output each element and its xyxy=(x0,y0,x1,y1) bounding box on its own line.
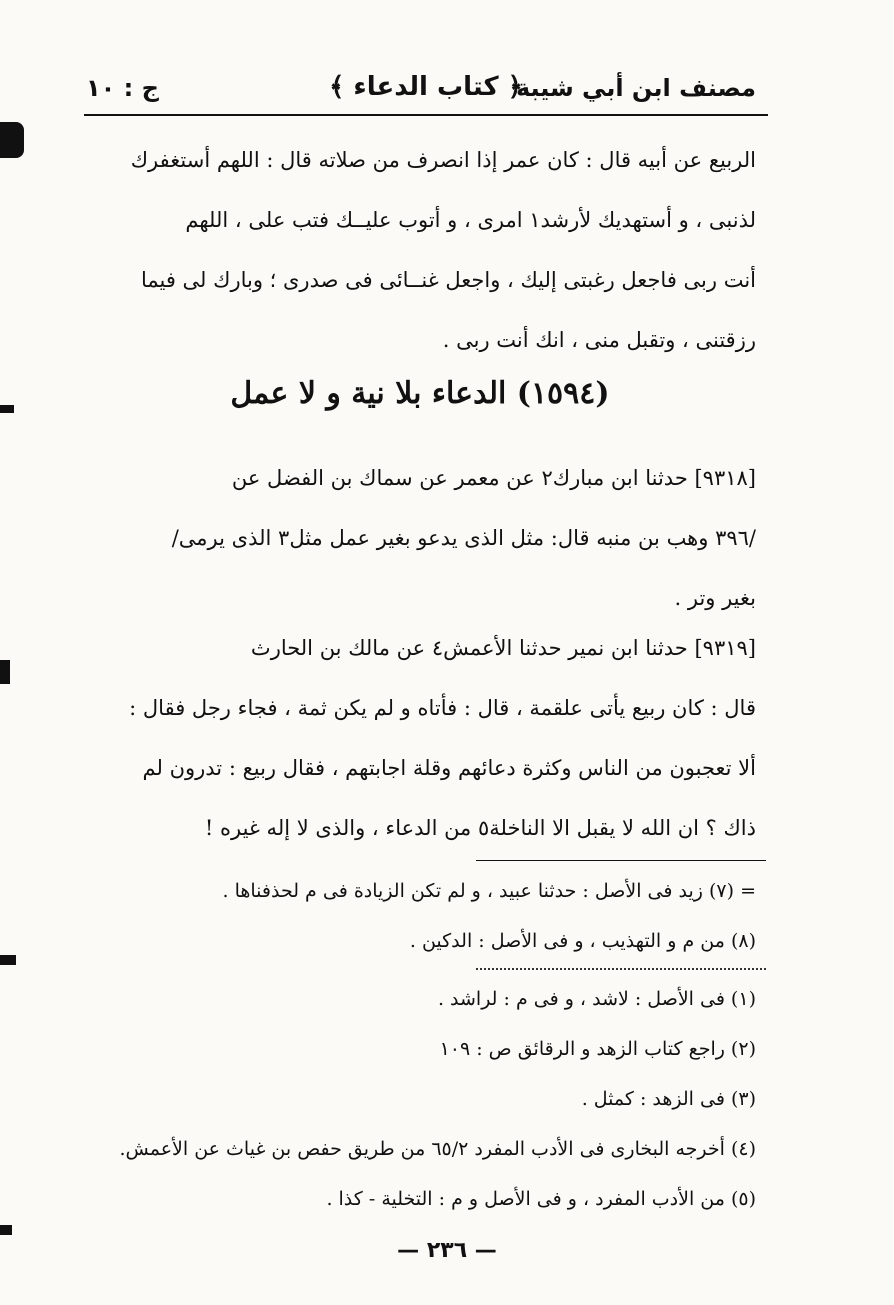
footnote: (٣) فى الزهد : كمثل . xyxy=(581,1088,756,1110)
footnote: (٥) من الأدب المفرد ، و فى الأصل و م : التخلية - كذا . xyxy=(326,1188,756,1210)
volume-number: ج : ١٠ xyxy=(86,74,159,102)
text-line: أنت ربى فاجعل رغبتى إليك ، واجعل غنــائى فى صدرى ؛ وبارك لى فيما xyxy=(140,268,756,292)
text-line: لذنبى ، و أستهديك لأرشد١ امرى ، و أتوب عليــك فتب على ، اللهم xyxy=(185,208,756,232)
footnote: (٨) من م و التهذيب ، و فى الأصل : الدكين . xyxy=(409,930,756,952)
footnote: (١) فى الأصل : لاشد ، و فى م : لراشد . xyxy=(437,988,756,1010)
text-line: قال : كان ربيع يأتى علقمة ، قال : فأتاه و لم يكن ثمة ، فجاء رجل فقال : xyxy=(129,696,756,720)
hadith-9319 xyxy=(84,618,756,858)
text-line: [٩٣١٨] حدثنا ابن مبارك٢ عن معمر عن سماك بن الفضل عن xyxy=(231,466,756,490)
scan-mark xyxy=(0,405,14,413)
scan-mark xyxy=(0,955,16,965)
scan-mark xyxy=(0,1225,12,1235)
scan-mark xyxy=(0,660,10,684)
footnote-separator xyxy=(476,860,766,861)
footnotes xyxy=(84,974,756,1224)
chapter-heading: (١٥٩٤) الدعاء بلا نية و لا عمل xyxy=(230,376,610,411)
hadith-9318 xyxy=(84,448,756,628)
running-header xyxy=(86,62,766,114)
page-number: — ٢٣٦ — xyxy=(397,1238,497,1263)
text-line: /٣٩٦ وهب بن منبه قال: مثل الذى يدعو بغير عمل مثل٣ الذى يرمى/ xyxy=(171,526,756,550)
section-title: ﴿ كتاب الدعاء ﴾ xyxy=(329,72,523,102)
footnote-wavy-separator xyxy=(476,968,766,970)
scan-mark xyxy=(0,122,24,158)
footnote: (٢) راجع كتاب الزهد و الرقائق ص : ١٠٩ xyxy=(439,1038,756,1060)
footnote: = (٧) زيد فى الأصل : حدثنا عبيد ، و لم تكن الزيادة فى م لحذفناها . xyxy=(222,880,756,902)
text-line: ذاك ؟ ان الله لا يقبل الا الناخلة٥ من الدعاء ، والذى لا إله غيره ! xyxy=(204,816,756,840)
header-rule xyxy=(84,114,768,116)
text-line: بغير وتر . xyxy=(674,586,756,610)
previous-page-footnotes xyxy=(84,866,756,966)
text-line: ألا تعجبون من الناس وكثرة دعائهم وقلة اجابتهم ، فقال ربيع : تدرون لم xyxy=(142,756,756,780)
book-title: مصنف ابن أبي شيبة xyxy=(515,74,756,102)
footnote: (٤) أخرجه البخارى فى الأدب المفرد ٦٥/٢ من طريق حفص بن غياث عن الأعمش. xyxy=(119,1138,756,1160)
text-line: [٩٣١٩] حدثنا ابن نمير حدثنا الأعمش٤ عن مالك بن الحارث xyxy=(250,636,756,660)
text-line: رزقتنى ، وتقبل منى ، انك أنت ربى . xyxy=(442,328,756,352)
paragraph-1 xyxy=(84,130,756,370)
text-line: الربيع عن أبيه قال : كان عمر إذا انصرف من صلاته قال : اللهم أستغفرك xyxy=(130,148,756,172)
